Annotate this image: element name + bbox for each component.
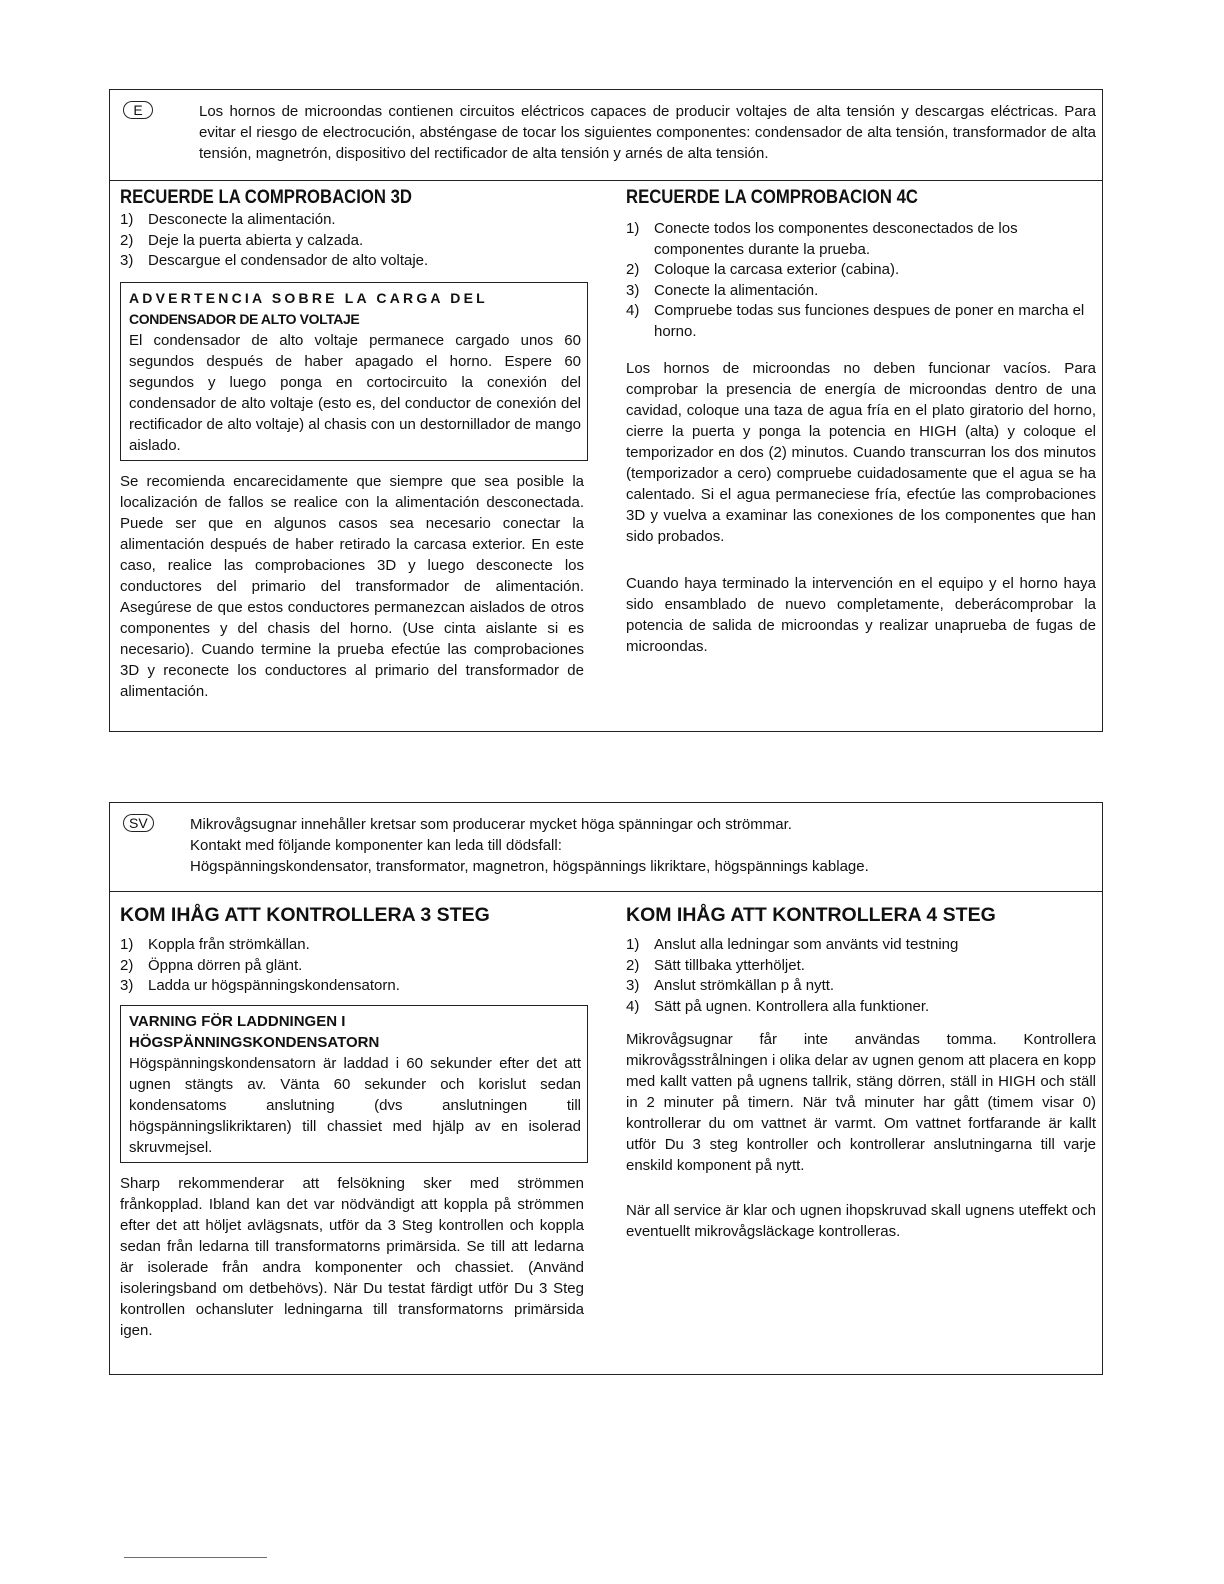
steps-list: [626, 935, 1096, 1017]
list-item: 3) Ladda ur högspänningskondensatorn.: [120, 977, 400, 994]
language-badge: E: [123, 101, 153, 119]
warning-box: [120, 282, 588, 461]
warning-text: El condensador de alto voltaje permanece cargado unos 60 segundos después de haber apagado el horno. Espere 60 segundos y luego ponga en cortocircuito la conexión del condensador de alto voltaje (esto es, del conductor de conexión del rectificador de alto voltaje) al chasis con un destornillador de mango aislado.: [129, 331, 581, 454]
list-item: 3) Anslut strömkällan p å nytt.: [626, 977, 835, 994]
left-column: [120, 186, 584, 702]
list-item: 2) Coloque la carcasa exterior (cabina).: [626, 261, 900, 278]
warning-title: ADVERTENCIA SOBRE LA CARGA DEL CONDENSADOR DE ALTO VOLTAJE: [129, 289, 488, 327]
warning-box: [120, 1005, 588, 1163]
body-paragraph: När all service är klar och ugnen ihopskruvad skall ugnens uteffekt och eventuellt mikrovågsläckage kontrolleras.: [626, 1202, 1096, 1240]
body-paragraph: Se recomienda encarecidamente que siempre que sea posible la localización de fallos se realice con la alimentación desconectada. Puede ser que en algunos casos sea necesario conectar la alimentación después de haber retirado la carcasa exterior. En este caso, realice las comprobaciones 3D y luego desconecte los conductores del primario del transformador de alimentación. Asegúrese de que estos conductores permanezcan aislados de otros componentes y del chasis del horno. (Use cinta aislante si es necesario). Cuando termine la prueba efectúe las comprobaciones 3D y reconecte los conductores al primario del transformador de alimentación.: [120, 472, 584, 700]
language-badge: SV: [123, 814, 154, 832]
right-column: [626, 186, 1096, 657]
section-heading: KOM IHÅG ATT KONTROLLERA 3 STEG: [120, 904, 490, 926]
left-column: [120, 902, 584, 1341]
list-item: 4) Compruebe todas sus funciones despues de poner en marcha el horno.: [626, 302, 1085, 340]
list-item: 2) Deje la puerta abierta y calzada.: [120, 231, 364, 249]
intro-section: [110, 90, 1102, 181]
section-heading: KOM IHÅG ATT KONTROLLERA 4 STEG: [626, 904, 996, 926]
list-item: 2) Sätt tillbaka ytterhöljet.: [626, 956, 805, 974]
intro-text: Los hornos de microondas contienen circuitos eléctricos capaces de producir voltajes de alta tensión y descargas eléctricas. Para evitar el riesgo de electrocución, absténgase de tocar los siguientes componentes: condensador de alta tensión, transformador de alta tensión, magnetrón, dispositivo del rectificador de alta tensión y arnés de alta tensión.: [199, 103, 1096, 162]
panel-spanish: [109, 89, 1103, 732]
list-item: 4) Sätt på ugnen. Kontrollera alla funktioner.: [626, 997, 930, 1015]
body-paragraph: Mikrovågsugnar får inte användas tomma. Kontrollera mikrovågsstrålningen i olika delar av ugnen genom att placera en kopp med kallt vatten på ugnens tallrik, stäng dörren, ställ in HIGH och ställ in 2 minuter på timern. När två minuter har gått (timem visar 0) kontrollerar du om vattnet är varmt. Om vattnet fortfarande är kallt utför Du 3 steg kontroller och kontrollerar anslutningarna till varje enskild komponent på nytt.: [626, 1031, 1096, 1174]
section-heading: RECUERDE LA COMPROBACION 3D: [120, 187, 413, 208]
steps-list: [120, 935, 584, 997]
steps-list: [120, 210, 584, 272]
list-item: 1) Anslut alla ledningar som använts vid testning: [626, 936, 959, 953]
section-heading: RECUERDE LA COMPROBACION 4C: [626, 187, 919, 208]
warning-title: VARNING FÖR LADDNINGEN I HÖGSPÄNNINGSKONDENSATORN: [129, 1012, 380, 1051]
panel-swedish: [109, 802, 1103, 1375]
list-item: 1) Koppla från strömkällan.: [120, 936, 310, 953]
footer-divider: [124, 1557, 267, 1558]
body-paragraph: Cuando haya terminado la intervención en el equipo y el horno haya sido ensamblado de nuevo completamente, deberácomprobar la potencia de salida de microondas y realizar unaprueba de fugas de microondas.: [626, 575, 1096, 655]
body-paragraph: Los hornos de microondas no deben funcionar vacíos. Para comprobar la presencia de energía de microondas dentro de una cavidad, coloque una taza de agua fría en el plato giratorio del horno, cierre la puerta y ponga la potencia en HIGH (alta) y coloque el temporizador en dos (2) minutos. Cuando transcurran los dos minutos (temporizador a cero) compruebe cuidadosamente que el agua se ha calentado. Si el agua permaneciese fría, efectúe las comprobaciones 3D y vuelva a examinar las conexiones de los componentes que han sido probados.: [626, 360, 1096, 545]
intro-section: [110, 803, 1102, 892]
list-item: 1) Conecte todos los componentes desconectados de los componentes durante la prueba.: [626, 220, 1018, 258]
warning-text: Högspänningskondensatorn är laddad i 60 sekunder efter det att ugnen stängts av. Vänta 60 sekunder och korislut sedan kondensatoms anslutning (dvs anslutningen till högspänningslikriktaren) till chassiet med hjälp av en isolerad skruvmejsel.: [129, 1054, 581, 1156]
intro-text: Mikrovågsugnar innehåller kretsar som producerar mycket höga spänningar och strömmar. Kontakt med följande komponenter kan leda till dödsfall: Högspänningskondensator, transformator, magnetron, högspännings likriktare, högspännings kablage.: [190, 816, 869, 875]
body-paragraph: Sharp rekommenderar att felsökning sker med strömmen frånkopplad. Ibland kan det var nödvändigt att koppla på strömmen efter det att höljet avlägsnats, utför da 3 Steg kontrollen och koppla sedan från ledarna till transformatorns primärsida. Se till att ledarna är isolerade från andra komponenter och chassiet. (Använd isoleringsband om detbehövs). När Du testat färdigt utför Du 3 Steg kontrollen ochansluter ledningarna till transformatorns primärsida igen.: [120, 1174, 584, 1339]
list-item: 1) Desconecte la alimentación.: [120, 211, 336, 228]
steps-list: [626, 219, 1096, 342]
list-item: 2) Öppna dörren på glänt.: [120, 956, 303, 974]
list-item: 3) Conecte la alimentación.: [626, 281, 819, 299]
list-item: 3) Descargue el condensador de alto voltaje.: [120, 252, 429, 269]
right-column: [626, 902, 1096, 1242]
